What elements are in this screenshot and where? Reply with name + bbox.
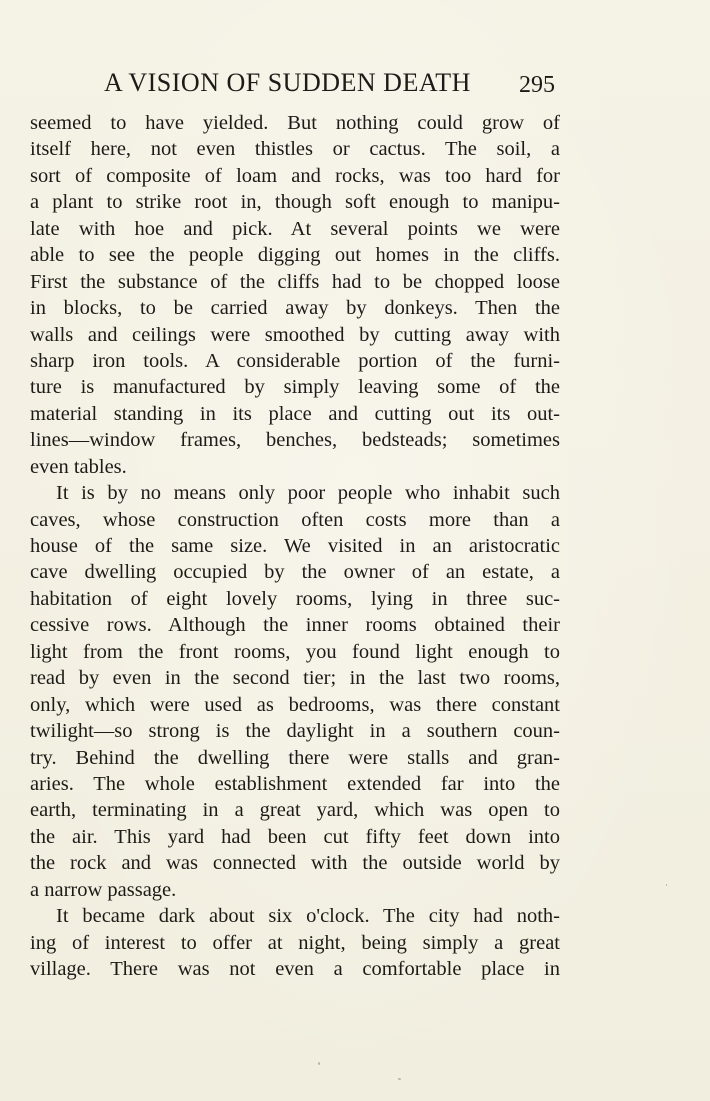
text-line: only, which were used as bedrooms, was there constant [30,693,560,716]
text-line: light from the front rooms, you found light enough to [30,640,560,663]
page-number: 295 [519,72,555,98]
text-line: ture is manufactured by simply leaving some of the [30,376,560,399]
text-line: ing of interest to offer at night, being simply a great [30,931,560,954]
running-head [0,68,710,102]
text-line: material standing in its place and cutting out its out- [30,402,560,425]
text-line: walls and ceilings were smoothed by cutting away with [30,323,560,346]
text-line: twilight—so strong is the daylight in a southern coun- [30,720,560,743]
text-line: house of the same size. We visited in an aristocratic [30,535,560,557]
text-line: earth, terminating in a great yard, which was open to [30,799,560,822]
text-line: itself here, not even thistles or cactus. The soil, a [30,138,560,161]
text-line: late with hoe and pick. At several points we were [30,217,560,240]
running-title: A VISION OF SUDDEN DEATH [104,68,471,97]
text-line: lines—window frames, benches, bedsteads; sometimes [30,429,560,452]
text-line: village. There was not even a comfortable place in [30,958,560,980]
text-line: cessive rows. Although the inner rooms obtained their [30,614,560,637]
text-line: in blocks, to be carried away by donkeys. Then the [30,297,560,320]
text-line: the air. This yard had been cut fifty feet down into [30,825,560,848]
paper-speck [398,1078,401,1080]
text-line: seemed to have yielded. But nothing could grow of [30,112,560,134]
paragraph-start-line: It became dark about six o'clock. The city had noth- [56,905,560,928]
text-line: cave dwelling occupied by the owner of an estate, a [30,561,560,584]
text-line: try. Behind the dwelling there were stalls and gran- [30,746,560,769]
paper-speck [318,1062,320,1065]
paper-speck [666,884,667,886]
body-text [30,110,560,982]
paragraph-start-line: It is by no means only poor people who inhabit such [56,482,560,505]
text-line: the rock and was connected with the outside world by [30,852,560,875]
text-line: sort of composite of loam and rocks, was too hard for [30,164,560,187]
text-line: a plant to strike root in, though soft enough to manipu- [30,191,560,214]
text-line: a narrow passage. [30,878,177,901]
text-line: First the substance of the cliffs had to be chopped loose [30,270,560,293]
text-line: even tables. [30,455,127,478]
text-line: able to see the people digging out homes in the cliffs. [30,244,560,267]
text-line: sharp iron tools. A considerable portion of the furni- [30,349,560,372]
text-line: caves, whose construction often costs more than a [30,508,560,531]
text-line: habitation of eight lovely rooms, lying in three suc- [30,587,560,610]
text-line: aries. The whole establishment extended far into the [30,772,560,795]
text-line: read by even in the second tier; in the last two rooms, [30,667,560,690]
